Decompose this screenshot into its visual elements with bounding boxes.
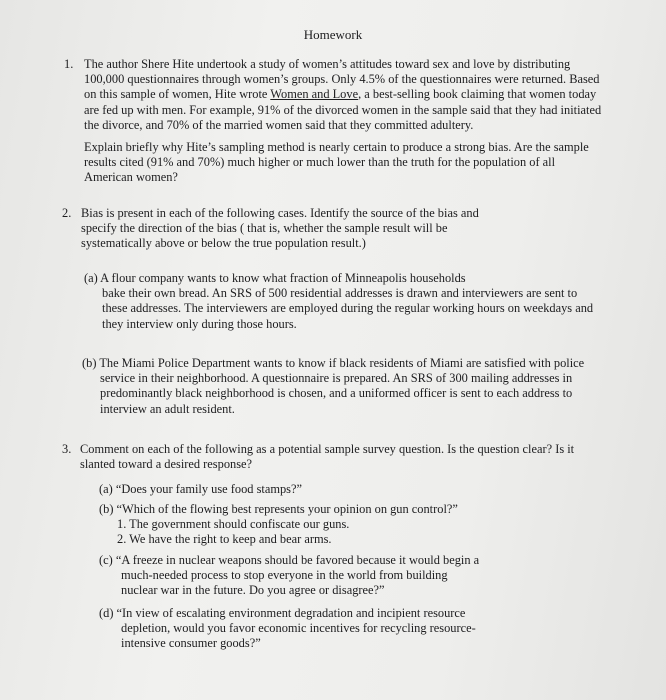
q3c-line: (c) “A freeze in nuclear weapons should be favored because it would begin a <box>99 553 480 567</box>
q1-line3-end: , a best-selling book claiming that women today <box>358 87 597 102</box>
q2a-line: (a) A flour company wants to know what fraction of Minneapolis households <box>84 271 466 285</box>
q2-line: Bias is present in each of the following cases. Identify the source of the bias and <box>81 206 479 220</box>
page-title: Homework <box>303 27 363 42</box>
q3d-line: depletion, would you favor economic incentives for recycling resource- <box>121 621 476 636</box>
question-2 <box>81 206 621 252</box>
q1-line3-start: on this sample of women, Hite wrote <box>84 87 271 102</box>
q3-line: Comment on each of the following as a potential sample survey question. Is the question clear? Is it <box>80 442 575 456</box>
question-3c <box>99 553 619 599</box>
q3c-line: nuclear war in the future. Do you agree or disagree?” <box>121 583 385 598</box>
question-2b <box>82 356 622 417</box>
q1-number: 1. <box>64 57 74 71</box>
q2-number: 2. <box>62 206 72 220</box>
question-3 <box>80 442 620 472</box>
question-1 <box>84 57 644 186</box>
q2b-line: predominantly black neighborhood is chosen, and a uniformed officer is sent to each address to <box>100 386 573 401</box>
q1-line: are fed up with men. For example, 91% of the divorced women in the sample said that they had initiated <box>84 102 602 117</box>
question-3a <box>99 482 599 497</box>
question-2a <box>84 271 624 332</box>
q2a-line: they interview only during those hours. <box>102 316 297 331</box>
book-title: Women and Love <box>270 87 359 102</box>
q3b-option: 1. The government should confiscate our guns. <box>117 517 350 532</box>
q1-explain-line: results cited (91% and 70%) much higher or much lower than the truth for the population of all <box>84 155 556 170</box>
q1-explain-line: Explain briefly why Hite’s sampling method is nearly certain to produce a strong bias. Are the sample <box>84 140 589 155</box>
q2b-line: (b) The Miami Police Department wants to know if black residents of Miami are satisfied with police <box>82 356 585 370</box>
q2b-line: interview an adult resident. <box>100 401 235 416</box>
q2a-line: bake their own bread. An SRS of 500 residential addresses is drawn and interviewers are sent to <box>102 286 578 301</box>
q3d-line: (d) “In view of escalating environment degradation and incipient resource <box>99 606 466 620</box>
q1-line: 100,000 questionnaires through women’s groups. Only 4.5% of the questionnaires were returned. Based <box>84 72 600 87</box>
question-3b <box>99 502 599 548</box>
q1-line <box>84 87 644 102</box>
q3b-line: (b) “Which of the flowing best represents your opinion on gun control?” <box>99 502 458 516</box>
q2-line: systematically above or below the true population result.) <box>81 236 366 251</box>
q2a-line: these addresses. The interviewers are employed during the regular working hours on weekdays and <box>102 301 594 316</box>
q2-line: specify the direction of the bias ( that is, whether the sample result will be <box>81 221 448 236</box>
q1-explain-line: American women? <box>84 170 178 185</box>
q3a-line: (a) “Does your family use food stamps?” <box>99 482 303 496</box>
q2b-line: service in their neighborhood. A questionnaire is prepared. An SRS of 300 mailing addresses in <box>100 371 573 386</box>
q3-number: 3. <box>62 442 72 456</box>
q3-line: slanted toward a desired response? <box>80 457 253 472</box>
q1-line: The author Shere Hite undertook a study of women’s attitudes toward sex and love by distributing <box>84 57 571 71</box>
q1-line: the divorce, and 70% of the married women said that they committed adultery. <box>84 117 474 132</box>
q3b-option: 2. We have the right to keep and bear arms. <box>117 532 332 547</box>
question-3d <box>99 606 619 652</box>
q3d-line: intensive consumer goods?” <box>121 636 261 651</box>
q3c-line: much-needed process to stop everyone in the world from building <box>121 568 448 583</box>
